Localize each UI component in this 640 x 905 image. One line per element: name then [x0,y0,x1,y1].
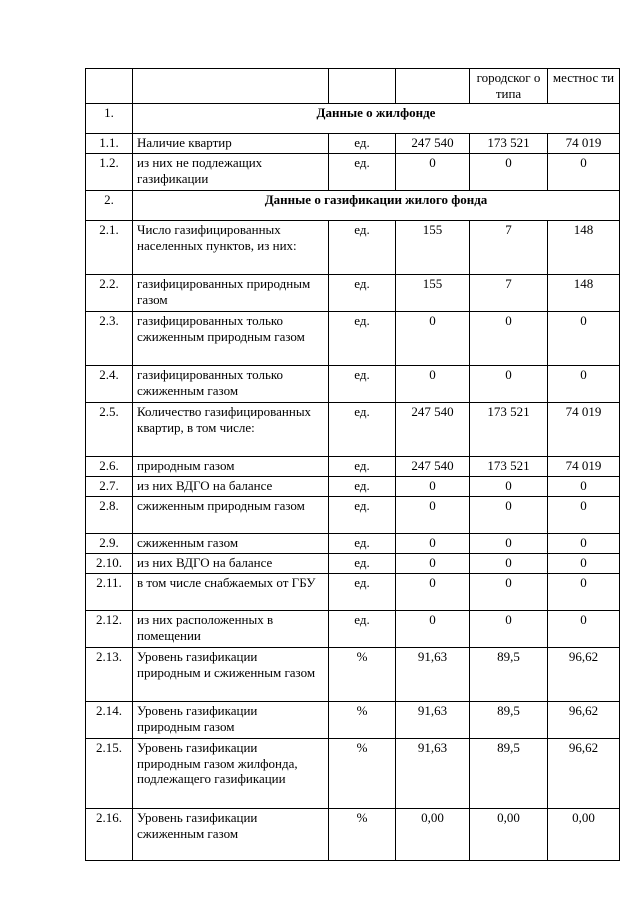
row-rural: 0 [548,366,620,403]
section-num: 1. [86,104,133,134]
header-cell-name [133,69,329,104]
row-name: газифицированных природным газом [133,275,329,312]
row-urban: 0 [470,534,548,554]
row-name: сжиженным газом [133,534,329,554]
row-unit: ед. [329,611,396,648]
row-num: 2.7. [86,477,133,497]
row-unit: ед. [329,457,396,477]
row-unit: ед. [329,275,396,312]
header-cell-num [86,69,133,104]
row-urban: 173 521 [470,403,548,457]
row-urban: 0 [470,611,548,648]
row-name: сжиженным природным газом [133,497,329,534]
table-row [86,366,620,403]
table-row [86,739,620,809]
row-total: 0,00 [396,809,470,861]
section-row [86,191,620,221]
row-urban: 0 [470,477,548,497]
row-name: из них не подлежащих газификации [133,154,329,191]
table-row [86,221,620,275]
table-row [86,275,620,312]
row-num: 2.11. [86,574,133,611]
row-rural: 96,62 [548,648,620,702]
table-row [86,403,620,457]
row-total: 155 [396,221,470,275]
table-row [86,134,620,154]
section-row [86,104,620,134]
row-name: Число газифицированных населенных пунктов, из них: [133,221,329,275]
row-rural: 0 [548,477,620,497]
table-row [86,477,620,497]
row-total: 0 [396,366,470,403]
row-num: 2.9. [86,534,133,554]
row-rural: 0 [548,312,620,366]
row-total: 0 [396,554,470,574]
header-cell-rural: местнос ти [548,69,620,104]
row-unit: ед. [329,534,396,554]
row-urban: 0 [470,574,548,611]
row-total: 247 540 [396,403,470,457]
table-row [86,312,620,366]
row-total: 247 540 [396,134,470,154]
row-num: 1.2. [86,154,133,191]
row-num: 2.6. [86,457,133,477]
row-urban: 0 [470,154,548,191]
row-num: 2.3. [86,312,133,366]
row-name: газифицированных только сжиженным природным газом [133,312,329,366]
row-unit: ед. [329,497,396,534]
header-cell-urban: городског о типа [470,69,548,104]
row-rural: 0 [548,611,620,648]
row-num: 2.16. [86,809,133,861]
row-num: 1.1. [86,134,133,154]
row-num: 2.8. [86,497,133,534]
row-name: Наличие квартир [133,134,329,154]
row-num: 2.15. [86,739,133,809]
row-num: 2.2. [86,275,133,312]
row-total: 0 [396,497,470,534]
row-name: из них ВДГО на балансе [133,554,329,574]
row-total: 0 [396,611,470,648]
row-urban: 0 [470,366,548,403]
table-row [86,497,620,534]
row-rural: 0 [548,154,620,191]
row-name: в том числе снабжаемых от ГБУ [133,574,329,611]
row-unit: % [329,809,396,861]
gasification-table [85,68,620,861]
row-name: Уровень газификации природным газом жилфонда, подлежащего газификации [133,739,329,809]
row-name: газифицированных только сжиженным газом [133,366,329,403]
row-unit: % [329,739,396,809]
row-total: 0 [396,477,470,497]
row-rural: 74 019 [548,403,620,457]
row-rural: 0 [548,574,620,611]
row-rural: 0 [548,554,620,574]
table-row [86,457,620,477]
row-urban: 173 521 [470,134,548,154]
table-row [86,648,620,702]
row-urban: 89,5 [470,739,548,809]
row-num: 2.1. [86,221,133,275]
row-urban: 0 [470,497,548,534]
row-total: 0 [396,154,470,191]
row-urban: 0 [470,312,548,366]
row-name: из них ВДГО на балансе [133,477,329,497]
row-rural: 96,62 [548,702,620,739]
header-cell-total [396,69,470,104]
row-rural: 0,00 [548,809,620,861]
section-title: Данные о газификации жилого фонда [133,191,620,221]
row-name: Количество газифицированных квартир, в том числе: [133,403,329,457]
row-unit: ед. [329,134,396,154]
table-row [86,154,620,191]
row-name: Уровень газификации природным газом [133,702,329,739]
row-rural: 0 [548,497,620,534]
row-unit: ед. [329,554,396,574]
row-num: 2.14. [86,702,133,739]
row-total: 0 [396,574,470,611]
row-unit: ед. [329,403,396,457]
row-rural: 148 [548,275,620,312]
row-num: 2.4. [86,366,133,403]
row-name: природным газом [133,457,329,477]
row-urban: 7 [470,221,548,275]
row-total: 0 [396,534,470,554]
row-unit: ед. [329,312,396,366]
row-unit: ед. [329,221,396,275]
row-total: 91,63 [396,648,470,702]
section-num: 2. [86,191,133,221]
row-rural: 74 019 [548,134,620,154]
row-unit: % [329,648,396,702]
row-urban: 89,5 [470,702,548,739]
section-title: Данные о жилфонде [133,104,620,134]
table-row [86,574,620,611]
row-name: Уровень газификации природным и сжиженным газом [133,648,329,702]
table-row [86,611,620,648]
row-urban: 0,00 [470,809,548,861]
row-unit: ед. [329,366,396,403]
row-total: 91,63 [396,739,470,809]
row-total: 0 [396,312,470,366]
row-unit: ед. [329,477,396,497]
row-rural: 148 [548,221,620,275]
row-num: 2.12. [86,611,133,648]
row-name: Уровень газификации сжиженным газом [133,809,329,861]
row-urban: 7 [470,275,548,312]
row-rural: 0 [548,534,620,554]
table-row [86,554,620,574]
table-row [86,809,620,861]
table-header-row [86,69,620,104]
row-total: 247 540 [396,457,470,477]
row-total: 91,63 [396,702,470,739]
row-name: из них расположенных в помещении [133,611,329,648]
row-rural: 96,62 [548,739,620,809]
table-row [86,702,620,739]
row-unit: % [329,702,396,739]
row-urban: 89,5 [470,648,548,702]
row-num: 2.13. [86,648,133,702]
row-urban: 0 [470,554,548,574]
table-row [86,534,620,554]
header-cell-unit [329,69,396,104]
row-unit: ед. [329,154,396,191]
row-num: 2.10. [86,554,133,574]
row-num: 2.5. [86,403,133,457]
row-unit: ед. [329,574,396,611]
row-urban: 173 521 [470,457,548,477]
row-rural: 74 019 [548,457,620,477]
row-total: 155 [396,275,470,312]
